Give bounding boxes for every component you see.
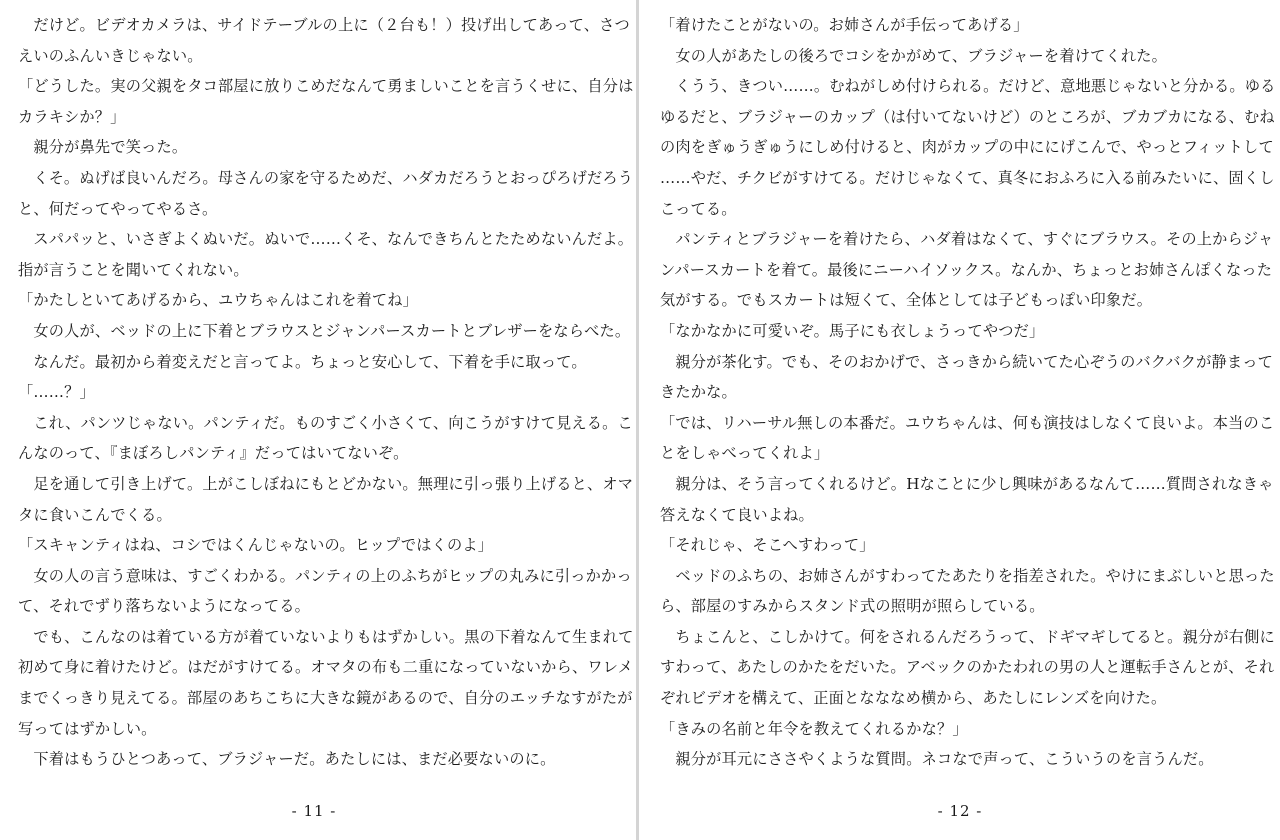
body-line: 「では、リハーサル無しの本番だ。ユウちゃんは、何も演技はしなくて良いよ。本当のこ [660, 413, 1275, 432]
body-line: 「……？」 [18, 383, 95, 402]
body-line: えいのふんいきじゃない。 [18, 46, 203, 65]
body-line: ぞれビデオを構えて、正面となななめ横から、あたしにレンズを向けた。 [660, 689, 1167, 708]
body-line: ちょこんと、こしかけて。何をされるんだろうって、ドギマギしてると。親分が右側に [660, 627, 1275, 646]
body-line: タに食いこんでくる。 [18, 505, 172, 524]
body-line: でも、こんなのは着ている方が着ていないよりもはずかしい。黒の下着なんて生まれて [18, 627, 634, 646]
body-line: きたかな。 [660, 383, 737, 402]
body-line: 親分が耳元にささやくような質問。ネコなで声って、こういうのを言うんだ。 [660, 750, 1214, 769]
page-number: - 12 - [937, 802, 983, 820]
body-line: 女の人があたしの後ろでコシをかがめて、ブラジャーを着けてくれた。 [660, 46, 1168, 65]
body-line: すわって、あたしのかたをだいた。アベックのかたわれの男の人と運転手さんとが、それ [660, 658, 1275, 677]
body-line: だけど。ビデオカメラは、サイドテーブルの上に（２台も！）投げ出してあって、さつ [18, 16, 630, 34]
body-line: カラキシか？」 [18, 107, 126, 126]
right-page-body [660, 10, 1276, 775]
body-line: スパパッと、いさぎよくぬいだ。ぬいで……くそ、なんできちんとたためないんだよ。 [18, 230, 634, 249]
body-line: 「スキャンティはね、コシではくんじゃないの。ヒップではくのよ」 [18, 536, 494, 555]
body-line: 下着はもうひとつあって、ブラジャーだ。あたしには、まだ必要ないのに。 [18, 750, 556, 769]
body-line: 女の人の言う意味は、すごくわかる。パンティの上のふちがヒップの丸みに引っかかっ [18, 566, 632, 585]
body-line: と、何だってやってやるさ。 [18, 199, 218, 218]
body-line: 「それじゃ、そこへすわって」 [660, 536, 875, 555]
body-line: 初めて身に着けたけど。はだがすけてる。オマタの布も二重になっていないから、ワレメ [18, 658, 634, 677]
body-line: の肉をぎゅうぎゅうにしめ付けると、肉がカップの中ににげこんで、やっとフィットして [660, 138, 1274, 157]
body-line: 「かたしといてあげるから、ユウちゃんはこれを着てね」 [18, 291, 419, 310]
body-line: 「きみの名前と年令を教えてくれるかな？」 [660, 719, 968, 738]
left-page-body [18, 10, 634, 775]
body-line: んなのって、『まぼろしパンティ』だってはいてないぞ。 [18, 444, 409, 463]
body-line: これ、パンツじゃない。パンティだ。ものすごく小さくて、向こうがすけて見える。こ [18, 413, 633, 432]
body-line: 答えなくて良いよね。 [660, 505, 814, 524]
body-line: ら、部屋のすみからスタンド式の照明が照らしている。 [660, 597, 1045, 616]
body-line: 親分は、そう言ってくれるけど。Hなことに少し興味があるなんて……質問されなきゃ [660, 474, 1274, 493]
body-line: くそ。ぬげば良いんだろ。母さんの家を守るためだ、ハダカだろうとおっぴろげだろう [18, 168, 634, 187]
body-line: 気がする。でもスカートは短くて、全体としては子どもっぽい印象だ。 [660, 291, 1153, 310]
body-line: くうう、きつい……。むねがしめ付けられる。だけど、意地悪じゃないと分かる。ゆる [660, 77, 1276, 96]
body-line: ……やだ、チクビがすけてる。だけじゃなくて、真冬におふろに入る前みたいに、固くし [660, 168, 1275, 187]
body-line: 写ってはずかしい。 [18, 719, 157, 738]
body-line: ゆるだと、ブラジャーのカップ（は付いてないけど）のところが、ブカブカになる、むね [660, 107, 1275, 126]
body-line: パンティとブラジャーを着けたら、ハダ着はなくて、すぐにブラウス。その上からジャ [660, 230, 1274, 249]
body-line: なんだ。最初から着変えだと言ってよ。ちょっと安心して、下着を手に取って。 [18, 352, 587, 371]
right-page [640, 0, 1280, 840]
body-line: 指が言うことを聞いてくれない。 [18, 260, 249, 279]
body-line: こってる。 [660, 199, 737, 218]
body-line: 女の人が、ベッドの上に下着とブラウスとジャンパースカートとブレザーをならべた。 [18, 321, 631, 340]
body-line: 親分が茶化す。でも、そのおかげで、さっきから続いてた心ぞうのバクバクが静まって [660, 352, 1274, 371]
body-line: 足を通して引き上げて。上がこしぼねにもとどかない。無理に引っ張り上げると、オマ [18, 474, 634, 493]
body-line: 「どうした。実の父親をタコ部屋に放りこめだなんて勇ましいことを言うくせに、自分は [18, 77, 634, 96]
body-line: 「なかなかに可愛いぞ。馬子にも衣しょうってやつだ」 [660, 321, 1045, 340]
left-page [0, 0, 636, 840]
body-line: ベッドのふちの、お姉さんがすわってたあたりを指差された。やけにまぶしいと思った [660, 566, 1275, 585]
body-line: までくっきり見えてる。部屋のあちこちに大きな鏡があるので、自分のエッチなすがたが [18, 689, 633, 708]
body-line: ンパースカートを着て。最後にニーハイソックス。なんか、ちょっとお姉さんぽくなった [660, 260, 1273, 279]
body-line: て、それでずり落ちないようになってる。 [18, 597, 311, 616]
body-line: 「着けたことがないの。お姉さんが手伝ってあげる」 [660, 16, 1029, 34]
page-gutter [636, 0, 639, 840]
body-line: とをしゃべってくれよ」 [660, 444, 830, 463]
body-line: 親分が鼻先で笑った。 [18, 138, 188, 157]
page-number: - 11 - [291, 802, 337, 820]
